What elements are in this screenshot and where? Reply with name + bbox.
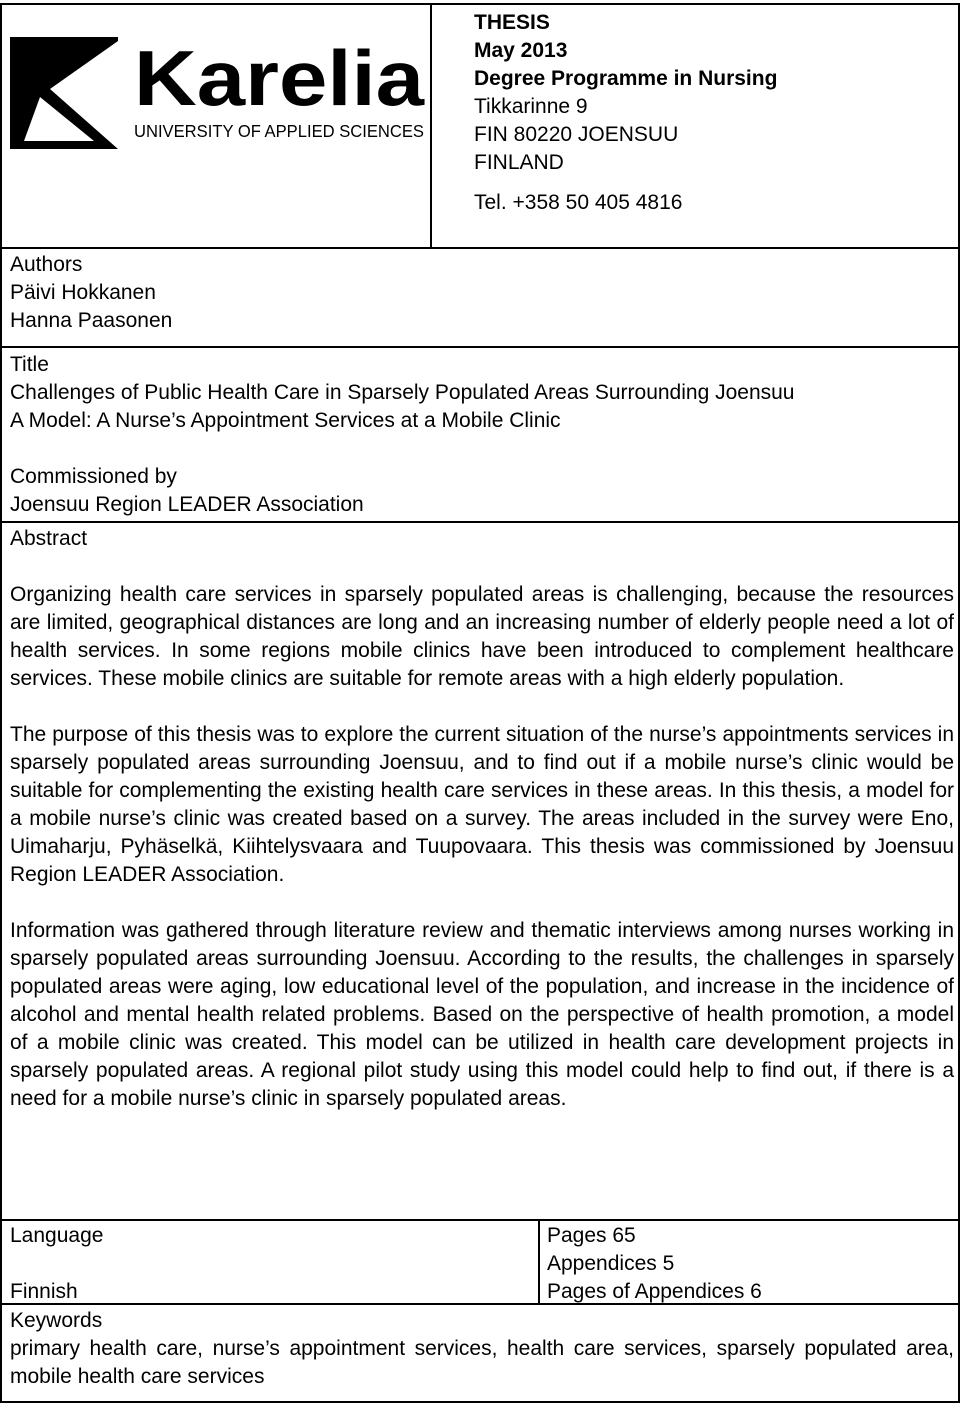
author-name: Hanna Paasonen: [10, 309, 173, 332]
logo-wordmark: Karelia: [134, 37, 425, 122]
karelia-logo: [10, 37, 430, 167]
abstract-paragraph: Organizing health care services in sparsely populated areas is challenging, because the resources are limited, geographical distances are long and an increasing number of elderly people need a lot of health services. In some regions mobile clinics have been introduced to complement healthcare services. These mobile clinics are suitable for remote areas with a high elderly population.: [10, 583, 954, 690]
header-info-box: [430, 3, 960, 249]
divider: [538, 1219, 540, 1303]
title-line: A Model: A Nurse’s Appointment Services at a Mobile Clinic: [10, 409, 561, 432]
language-value: Finnish: [10, 1280, 78, 1303]
abstract-label: Abstract: [10, 527, 88, 550]
abstract-paragraph: Information was gathered through literature review and thematic interviews among nurses working in sparsely populated areas surrounding Joensuu. According to the results, the challenges in sparsely populated areas were aging, low educational level of the population, and increase in the incidence of alcohol and mental health related problems. Based on the perspective of health promotion, a model of a mobile clinic was created. This model can be utilized in health care development projects in sparsely populated areas. A regional pilot study using this model could help to find out, if there is a need for a mobile nurse’s clinic in sparsely populated areas.: [10, 919, 954, 1110]
title-line: Challenges of Public Health Care in Sparsely Populated Areas Surrounding Joensuu: [10, 381, 795, 404]
logo-subtitle: UNIVERSITY OF APPLIED SCIENCES: [134, 121, 424, 141]
thesis-date: May 2013: [474, 39, 568, 62]
title-section: [10, 351, 954, 435]
address-street: Tikkarinne 9: [474, 95, 588, 118]
keywords-label: Keywords: [10, 1309, 103, 1332]
commissioned-label: Commissioned by: [10, 465, 177, 488]
divider: [2, 521, 958, 523]
doc-type: THESIS: [474, 11, 550, 34]
authors-label: Authors: [10, 253, 83, 276]
divider: [2, 346, 958, 348]
language-label: Language: [10, 1224, 104, 1247]
authors-section: [10, 251, 950, 335]
phone: Tel. +358 50 405 4816: [474, 191, 683, 214]
divider: [2, 1303, 958, 1305]
address-postal: FIN 80220 JOENSUU: [474, 123, 679, 146]
author-name: Päivi Hokkanen: [10, 281, 156, 304]
address-country: FINLAND: [474, 151, 564, 174]
commissioned-section: [10, 463, 954, 519]
keywords-section: [10, 1307, 954, 1391]
keywords-value: primary health care, nurse’s appointment services, health care services, sparsely populated area, mobile health care services: [10, 1337, 954, 1388]
abstract-section: [10, 525, 954, 1113]
title-label: Title: [10, 353, 49, 376]
language-section: [10, 1222, 530, 1306]
form-box: [0, 247, 960, 1403]
degree-programme: Degree Programme in Nursing: [474, 67, 778, 90]
divider: [2, 1219, 958, 1221]
pages-count: Pages 65: [547, 1224, 636, 1247]
appendices-count: Appendices 5: [547, 1252, 675, 1275]
abstract-paragraph: The purpose of this thesis was to explore the current situation of the nurse’s appointments services in sparsely populated areas surrounding Joensuu, and to find out if a mobile nurse’s clinic would be suitable for complementing the existing health care services in these areas. In this thesis, a model for a mobile nurse’s clinic was created based on a survey. The areas included in the survey were Eno, Uimaharju, Pyhäselkä, Kiihtelysvaara and Tuupovaara. This thesis was commissioned by Joensuu Region LEADER Association.: [10, 723, 954, 886]
appendix-pages-count: Pages of Appendices 6: [547, 1280, 762, 1303]
commissioned-value: Joensuu Region LEADER Association: [10, 493, 364, 516]
logo-box: [0, 3, 432, 249]
pages-section: [547, 1222, 952, 1306]
